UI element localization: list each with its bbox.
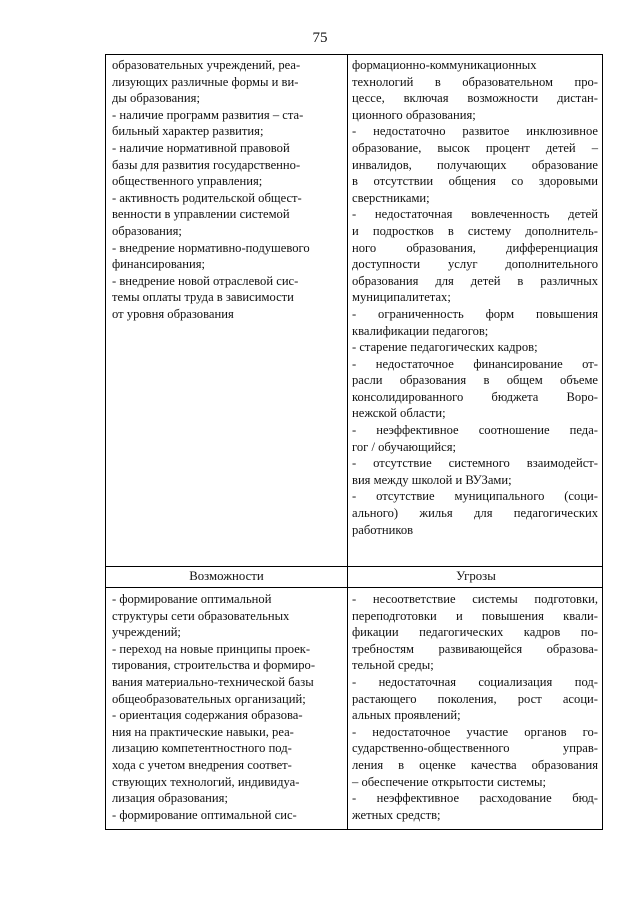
text-line: сверстниками; [352, 190, 430, 205]
text-line: лизацию компетентностного под- [112, 741, 292, 756]
text-line: переподготовки и повышения квали- [352, 608, 598, 623]
text-line: - старение педагогических кадров; [352, 340, 538, 355]
strengths-cell [112, 57, 344, 323]
text-line: финансирования; [112, 257, 206, 272]
text-line: консолидированного бюджета Воро- [352, 389, 598, 404]
text-line: - неэффективное расходование бюд- [352, 791, 598, 806]
text-line: формационно-коммуникационных [352, 58, 537, 72]
text-line: гог / обучающийся; [352, 439, 457, 454]
text-line: вания материально-технической базы [112, 674, 314, 689]
text-line: цессе, включая возможности дистан- [352, 91, 598, 106]
column-divider [347, 55, 348, 829]
row-divider-header [106, 587, 602, 588]
text-line: базы для развития государственно- [112, 157, 301, 172]
text-line: доступности услуг дополнительного [352, 257, 598, 272]
text-line: лизующих различные формы и ви- [112, 74, 299, 89]
text-line: инвалидов, получающих образование [352, 157, 598, 172]
text-line: - формирование оптимальной сис- [112, 807, 297, 822]
text-line: - активность родительской общест- [112, 190, 302, 205]
text-line: вия между школой и ВУЗами; [352, 472, 512, 487]
weaknesses-cell [352, 57, 598, 538]
text-line: сударственно-общественного управ- [352, 741, 598, 756]
text-line: – обеспечение открытости системы; [352, 774, 547, 789]
text-line: в отсутствии общения со здоровыми [352, 174, 598, 189]
text-line: - недостаточное участие органов го- [352, 724, 598, 739]
text-line: - недостаточная социализация под- [352, 674, 598, 689]
text-line: технологий в образовательном про- [352, 74, 598, 89]
text-line: ствующих технологий, индивидуа- [112, 774, 300, 789]
text-line: работников [352, 522, 414, 537]
text-line: ния на практические навыки, реа- [112, 724, 294, 739]
text-line: ды образования; [112, 91, 200, 106]
text-line: образовательных учреждений, реа- [112, 58, 301, 72]
opportunities-cell [112, 591, 344, 823]
text-line: общеобразовательных организаций; [112, 691, 306, 706]
text-line: хода с учетом внедрения соответ- [112, 757, 292, 772]
opportunities-header: Возможности [189, 569, 264, 583]
text-line: - наличие программ развития – ста- [112, 107, 304, 122]
text-line: образования; [112, 223, 182, 238]
text-line: - внедрение новой отраслевой сис- [112, 273, 299, 288]
swot-table [105, 54, 603, 830]
text-line: альных проявлений; [352, 708, 461, 723]
text-line: фикации педагогических кадров по- [352, 625, 598, 640]
text-line: квалификации педагогов; [352, 323, 489, 338]
text-line: - внедрение нормативно-подушевого [112, 240, 310, 255]
text-line: ного образования, дифференциация [352, 240, 598, 255]
text-line: ционного образования; [352, 107, 476, 122]
text-line: ления в оценке качества образования [352, 757, 598, 772]
text-line: образования для детей в различных [352, 273, 598, 288]
row-divider-top [106, 566, 602, 567]
text-line: - формирование оптимальной [112, 592, 272, 606]
text-line: - несоответствие системы подготовки, [352, 592, 598, 606]
text-line: - недостаточное финансирование от- [352, 356, 598, 371]
text-line: расли образования в общем объеме [352, 373, 598, 388]
page-number: 75 [312, 30, 328, 46]
text-line: - переход на новые принципы проек- [112, 641, 311, 656]
text-line: и подростков в систему дополнитель- [352, 223, 598, 238]
text-line: - недостаточно развитое инклюзивное [352, 124, 598, 139]
text-line: структуры сети образовательных [112, 608, 290, 623]
text-line: тельной среды; [352, 658, 434, 673]
text-line: венности в управлении системой [112, 207, 290, 222]
text-line: - отсутствие системного взаимодейст- [352, 456, 598, 471]
text-line: - неэффективное соотношение педа- [352, 423, 598, 438]
threats-header: Угрозы [456, 569, 496, 583]
text-line: - ограниченность форм повышения [352, 306, 598, 321]
text-line: лизация образования; [112, 791, 228, 806]
text-line: ального) жилья для педагогических [352, 506, 598, 521]
text-line: - отсутствие муниципального (соци- [352, 489, 598, 504]
text-line: нежской области; [352, 406, 446, 421]
text-line: - недостаточная вовлеченность детей [352, 207, 598, 222]
text-line: требностям развивающейся образова- [352, 641, 598, 656]
text-line: учреждений; [112, 625, 181, 640]
text-line: жетных средств; [352, 807, 441, 822]
text-line: - ориентация содержания образова- [112, 708, 303, 723]
text-line: от уровня образования [112, 306, 234, 321]
text-line: темы оплаты труда в зависимости [112, 290, 294, 305]
text-line: общественного управления; [112, 174, 263, 189]
text-line: растающего поколения, рост асоци- [352, 691, 598, 706]
text-line: бильный характер развития; [112, 124, 264, 139]
threats-cell [352, 591, 598, 823]
text-line: образование, высок процент детей – [352, 140, 598, 155]
text-line: тирования, строительства и формиро- [112, 658, 316, 673]
text-line: - наличие нормативной правовой [112, 140, 290, 155]
text-line: муниципалитетах; [352, 290, 451, 305]
